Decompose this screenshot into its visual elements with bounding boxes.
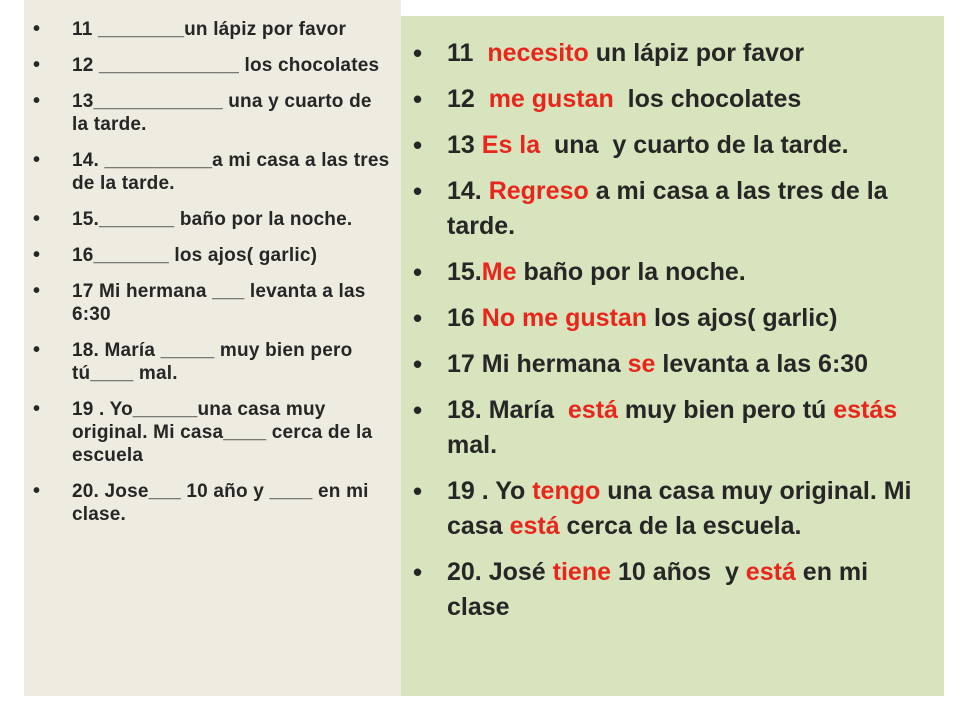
answer-text: muy bien pero tú (617, 396, 834, 424)
answer-text: 15. (447, 258, 482, 286)
exercise-list (24, 18, 401, 539)
answer-item-14 (401, 174, 944, 244)
exercise-item-19: • 19 . Yo______una casa muy original. Mi casa____ cerca de la escuela (24, 398, 401, 467)
exercise-item-17: • 17 Mi hermana ___ levanta a las 6:30 (24, 280, 401, 326)
answer-text: 18. María (447, 396, 568, 424)
answer-text: 14. (447, 177, 489, 205)
answer-word: Me (481, 258, 517, 286)
answer-item-19 (401, 474, 944, 544)
answer-item-13 (401, 128, 944, 163)
exercise-item-16: • 16_______ los ajos( garlic) (24, 244, 401, 267)
answer-text: una casa muy original. Mi casa (447, 477, 919, 540)
answer-text: los ajos( garlic) (647, 304, 838, 332)
answer-word: me gustan (488, 85, 614, 113)
answer-item-11 (401, 36, 944, 71)
answer-text: baño por la noche. (516, 258, 746, 286)
answer-text: en mi clase (447, 558, 876, 621)
answer-item-16 (401, 301, 944, 336)
answer-item-12 (401, 82, 944, 117)
answer-text: mal. (447, 396, 905, 459)
answer-list (401, 36, 944, 636)
exercise-item-13: • 13____________ una y cuarto de la tarde. (24, 90, 401, 136)
answer-text: cerca de la escuela. (559, 512, 802, 540)
answer-text: 12 (447, 85, 489, 113)
answer-word: necesito (487, 39, 589, 67)
answer-word: Es la (481, 131, 541, 159)
answer-word: Regreso (488, 177, 589, 205)
answer-item-18 (401, 393, 944, 463)
answer-text: 19 . Yo (447, 477, 533, 505)
answer-item-15 (401, 255, 944, 290)
answer-word: está (567, 396, 618, 424)
answer-text: 10 años y (611, 558, 746, 586)
answer-word: se (627, 350, 656, 378)
answer-text: a mi casa a las tres de la tarde. (447, 177, 895, 240)
answer-item-20 (401, 555, 944, 625)
answer-text: 13 (447, 131, 482, 159)
exercise-item-12: • 12 _____________ los chocolates (24, 54, 401, 77)
answer-text: los chocolates (613, 85, 802, 113)
answer-item-17 (401, 347, 944, 382)
answer-panel (401, 16, 944, 696)
answer-text: 20. José (447, 558, 553, 586)
answer-text: 11 (447, 39, 488, 67)
answer-word: está (509, 512, 560, 540)
answer-text: una y cuarto de la tarde. (540, 131, 849, 159)
answer-word: tiene (552, 558, 611, 586)
answer-word: estás (833, 396, 898, 424)
exercise-item-20: • 20. Jose___ 10 año y ____ en mi clase. (24, 480, 401, 526)
exercise-panel (24, 0, 401, 696)
answer-word: No me gustan (481, 304, 648, 332)
exercise-item-18: • 18. María _____ muy bien pero tú____ mal. (24, 339, 401, 385)
answer-text: 17 Mi hermana (447, 350, 628, 378)
answer-word: tengo (532, 477, 601, 505)
answer-text: 16 (447, 304, 482, 332)
answer-text: un lápiz por favor (588, 39, 805, 67)
exercise-item-15: • 15._______ baño por la noche. (24, 208, 401, 231)
exercise-item-14: • 14. __________a mi casa a las tres de la tarde. (24, 149, 401, 195)
answer-word: está (745, 558, 796, 586)
exercise-item-11: • 11 ________un lápiz por favor (24, 18, 401, 41)
answer-text: levanta a las 6:30 (655, 350, 869, 378)
